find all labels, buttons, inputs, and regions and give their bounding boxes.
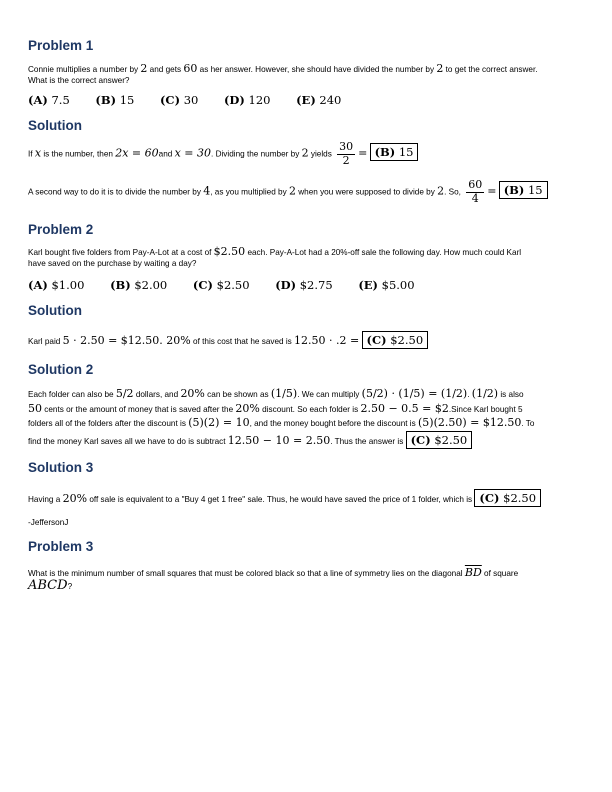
problem-2-choices	[28, 278, 584, 292]
problem-3-heading: Problem 3	[28, 539, 94, 554]
choice-c: (C) 30	[159, 93, 199, 107]
answer-box: (C) $2.50	[406, 431, 473, 449]
solution-1-line-2: A second way to do it is to divide the number by 4, as you multiplied by 2 when you were supposed to divide by 2. So, $\frac{60}{4}$ = (B) 15	[28, 180, 584, 204]
choice-a: (A) 7.5	[28, 93, 70, 107]
solution-2b-text: Each folder can also be 5/2 dollars, and 20% can be shown as (1/5). We can multiply (5/2) · (1/5) = (1/2). (1/2) is also 50 cents or the amount of money that is saved after the 20% discount. So each folder is 2.50 − 0.5 = $2.Since Karl bought 5 folders all of the folders after the discount is (5)(2) = 10, and the money bought before the discount is (5)(2.50) = $12.50. To find the money Karl saves all we have to do is subtract 12.50 − 10 = 2.50. Thus the answer is (C) $2.50	[28, 387, 535, 447]
solution-1-line-1: If x is the number, then 2x = 60and x = 30. Dividing the number by 2 yields $\frac{30}{2}$ = (B) 15	[28, 142, 584, 166]
solution-3-heading: Solution 3	[28, 460, 94, 475]
math: 2	[436, 62, 444, 75]
problem-1-heading-block	[28, 38, 584, 53]
answer-box: (B) 15	[370, 143, 419, 161]
answer-box: (C) $2.50	[362, 331, 429, 349]
solution-3-heading-block	[28, 460, 584, 475]
solution-2a-heading-block	[28, 303, 584, 318]
choice-c: (C) $2.50	[192, 278, 250, 292]
problem-2-heading: Problem 2	[28, 222, 94, 237]
solution-heading: Solution	[28, 118, 82, 133]
answer-box: (C) $2.50	[474, 489, 541, 507]
text: and gets	[147, 65, 184, 74]
solution-2-heading: Solution 2	[28, 362, 94, 377]
author: -JeffersonJ	[28, 518, 69, 527]
text: as her answer. However, she should have divided the number by	[197, 65, 437, 74]
text: What is the correct answer?	[28, 75, 130, 85]
choice-b: (B) $2.00	[110, 278, 168, 292]
problem-2-heading-block	[28, 222, 584, 237]
solution-2a-line: Karl paid 5 · 2.50 = $12.50. 20% of this cost that he saved is 12.50 · .2 = (C) $2.50	[28, 331, 584, 349]
choice-d: (D) 120	[223, 93, 271, 107]
problem-3-text: What is the minimum number of small squares that must be colored black so that a line of symmetry lies on the diagonal $\overline{BD}$ of square ABCD?	[28, 566, 519, 593]
text: Connie multiplies a number by	[28, 65, 141, 74]
solution-2b-heading-block	[28, 362, 584, 377]
choice-b: (B) 15	[95, 93, 135, 107]
problem-1-text	[28, 64, 584, 86]
solution-heading: Solution	[28, 303, 82, 318]
math: 60	[183, 62, 198, 75]
choice-e: (E) 240	[296, 93, 342, 107]
fraction: $\frac{30}{2}$	[339, 140, 354, 167]
problem-2-text: Karl bought five folders from Pay-A-Lot at a cost of $2.50 each. Pay-A-Lot had a 20%-off sale the following day. How much could Karl have saved on the purchase by waiting a day?	[28, 245, 522, 268]
text: to get the correct answer.	[443, 65, 538, 74]
problem-1-choices	[28, 93, 584, 107]
fraction: $\frac{60}{4}$	[468, 178, 483, 205]
solution-3-line: Having a 20% off sale is equivalent to a "Buy 4 get 1 free" sale. Thus, he would have saved the price of 1 folder, which is (C) $2.50	[28, 489, 584, 507]
choice-d: (D) $2.75	[275, 278, 333, 292]
problem-1-heading: Problem 1	[28, 38, 94, 53]
solution-3-author	[28, 518, 584, 529]
choice-e: (E) $5.00	[358, 278, 415, 292]
problem-3-heading-block	[28, 539, 584, 554]
solution-1-heading-block	[28, 118, 584, 133]
answer-box: (B) 15	[499, 181, 548, 199]
math: 2	[140, 62, 148, 75]
choice-a: (A) $1.00	[28, 278, 85, 292]
